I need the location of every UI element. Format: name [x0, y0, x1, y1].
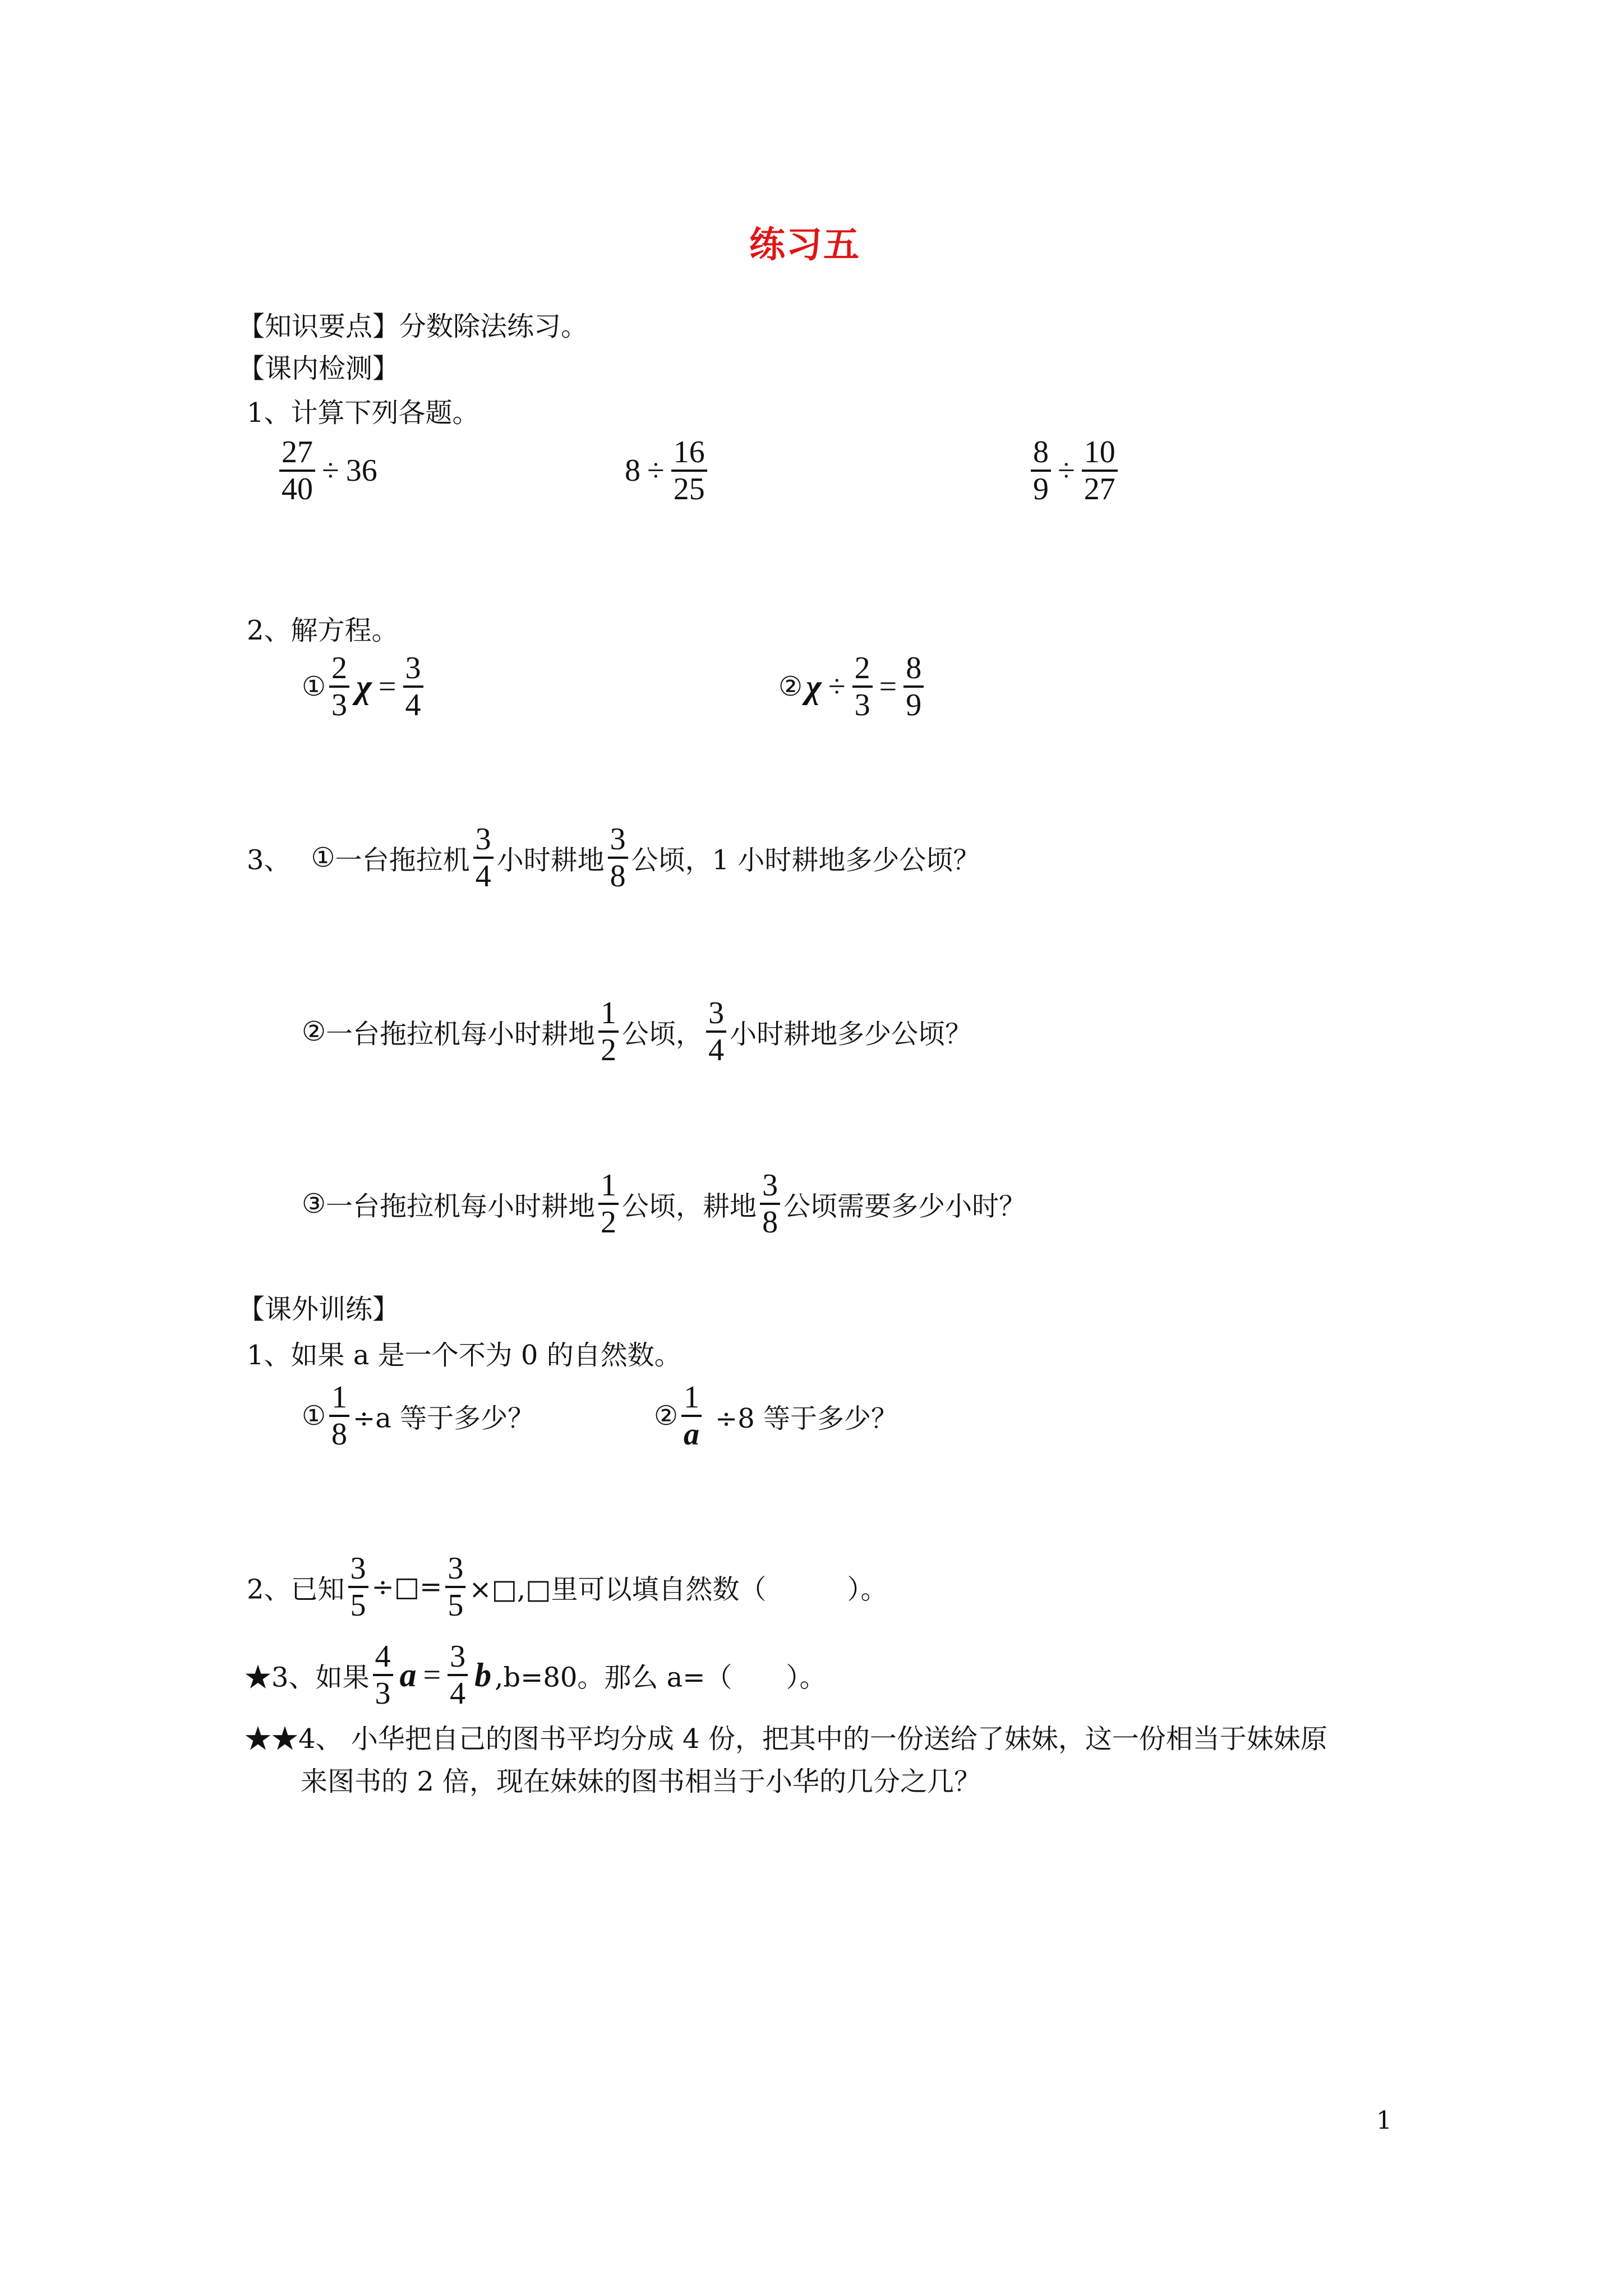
- fraction: [706, 996, 726, 1068]
- problem-text: 小时耕地: [496, 844, 605, 876]
- numerator: 2: [331, 651, 348, 685]
- problem-text: 一台拖拉机每小时耕地: [326, 1190, 596, 1222]
- fraction: [671, 435, 707, 507]
- item-marker: ②: [654, 1400, 679, 1432]
- numerator: 16: [673, 435, 705, 470]
- denominator: 8: [331, 1417, 348, 1452]
- numerator: 27: [282, 435, 313, 470]
- denominator: 5: [448, 1588, 464, 1623]
- e4-line2: 来图书的 2 倍，现在妹妹的图书相当于小华的几分之几？: [301, 1766, 981, 1797]
- e1b-expression: [654, 1380, 898, 1452]
- outclass-label: 【课外训练】: [238, 1294, 400, 1325]
- denominator: 8: [610, 859, 626, 894]
- problem-text: ×□,□里可以填自然数（ ）。: [469, 1573, 888, 1605]
- numerator: 3: [708, 996, 725, 1030]
- denominator: 3: [375, 1676, 391, 1711]
- numerator: 3: [448, 1551, 464, 1586]
- fraction: [279, 435, 315, 507]
- item-marker: ①: [311, 842, 335, 873]
- q2-heading: 2、解方程。: [247, 615, 399, 646]
- numerator: 1: [684, 1380, 700, 1415]
- operand: 8: [625, 453, 640, 488]
- numerator: 4: [375, 1639, 391, 1674]
- denominator: 27: [1083, 472, 1115, 507]
- fraction: [329, 651, 349, 723]
- problem-text: ÷8 等于多少？: [715, 1402, 898, 1434]
- item-marker: ②: [778, 671, 803, 702]
- equals-sign: =: [423, 1658, 441, 1692]
- fraction: [373, 1639, 393, 1711]
- q1a-expression: [276, 435, 381, 507]
- item-marker: ②: [302, 1016, 326, 1047]
- problem-text: 公顷，1 小时耕地多少公顷？: [631, 844, 980, 876]
- denominator: 4: [708, 1033, 725, 1068]
- q3b-problem: [302, 996, 972, 1068]
- denominator: 40: [282, 472, 313, 507]
- fraction: [403, 651, 423, 723]
- e2-problem: [247, 1551, 888, 1623]
- numerator: 1: [601, 996, 617, 1030]
- problem-text: 公顷，: [622, 1018, 703, 1050]
- operator: ÷: [1058, 453, 1075, 488]
- variable: b: [474, 1656, 492, 1694]
- problem-text: 2、已知: [247, 1573, 345, 1605]
- numerator: 3: [350, 1551, 366, 1586]
- numerator: 3: [405, 651, 421, 685]
- operator: ÷: [322, 453, 339, 488]
- numerator: 3: [762, 1168, 778, 1203]
- fraction: [903, 651, 924, 723]
- denominator: 9: [1033, 472, 1049, 507]
- numerator: 8: [1033, 435, 1049, 470]
- q3c-problem: [302, 1168, 1026, 1240]
- operand: 36: [345, 453, 377, 488]
- operator: ÷: [828, 669, 846, 704]
- problem-text: 公顷，耕地: [622, 1190, 757, 1222]
- fraction: [348, 1551, 368, 1623]
- numerator: 10: [1083, 435, 1115, 470]
- q1-heading: 1、计算下列各题。: [247, 397, 479, 429]
- equals-sign: =: [879, 669, 897, 704]
- question-number: 3、: [247, 844, 291, 876]
- denominator: 25: [673, 472, 705, 507]
- numerator: 3: [610, 822, 626, 857]
- fraction: [598, 1168, 619, 1240]
- problem-text: 小时耕地多少公顷？: [730, 1018, 972, 1050]
- denominator: 4: [405, 688, 421, 723]
- problem-text: 一台拖拉机: [335, 844, 470, 876]
- knowledge-text: 分数除法练习。: [399, 311, 588, 342]
- problem-text: ,b=80。那么 a=（ ）。: [495, 1662, 827, 1694]
- q3a-problem: [247, 822, 980, 894]
- variable: a: [399, 1656, 417, 1694]
- variable: χ: [356, 668, 372, 705]
- e1-heading: 1、如果 a 是一个不为 0 的自然数。: [247, 1340, 681, 1371]
- fraction: [1031, 435, 1051, 507]
- item-marker: ③: [302, 1188, 326, 1220]
- fraction: [448, 1639, 468, 1711]
- problem-text: 公顷需要多少小时？: [783, 1190, 1026, 1222]
- page-number: 1: [1376, 2106, 1392, 2135]
- operator: ÷: [647, 453, 665, 488]
- denominator: a: [684, 1417, 700, 1452]
- problem-text: ÷□=: [371, 1571, 442, 1603]
- q1c-expression: [1027, 435, 1121, 507]
- variable: χ: [806, 668, 822, 705]
- denominator: 2: [601, 1033, 617, 1068]
- inclass-label: 【课内检测】: [238, 353, 400, 384]
- numerator: 3: [450, 1639, 466, 1674]
- fraction: [681, 1380, 702, 1452]
- page-title: 练习五: [749, 224, 860, 266]
- q2b-equation: [778, 651, 927, 723]
- problem-text: 一台拖拉机每小时耕地: [326, 1018, 596, 1050]
- item-marker: ①: [302, 1400, 326, 1432]
- problem-text: ÷a 等于多少？: [353, 1402, 535, 1434]
- fraction: [760, 1168, 780, 1240]
- fraction: [473, 822, 494, 894]
- denominator: 3: [854, 688, 870, 723]
- numerator: 8: [906, 651, 922, 685]
- denominator: 2: [601, 1205, 617, 1240]
- denominator: 9: [906, 688, 922, 723]
- knowledge-points: [238, 310, 588, 343]
- q1b-expression: [621, 435, 711, 507]
- item-marker: ①: [302, 671, 326, 702]
- e4-line1: ★★4、 小华把自己的图书平均分成 4 份，把其中的一份送给了妹妹，这一份相当于妹妹原: [245, 1723, 1327, 1755]
- knowledge-label: 【知识要点】: [238, 311, 400, 342]
- fraction: [445, 1551, 465, 1623]
- denominator: 3: [331, 688, 348, 723]
- equals-sign: =: [378, 669, 396, 704]
- fraction: [1082, 435, 1118, 507]
- denominator: 4: [450, 1676, 466, 1711]
- fraction: [852, 651, 873, 723]
- denominator: 5: [350, 1588, 366, 1623]
- denominator: 4: [475, 859, 491, 894]
- numerator: 1: [601, 1168, 617, 1203]
- fraction: [608, 822, 628, 894]
- e1a-expression: [302, 1380, 534, 1452]
- q2a-equation: [302, 651, 427, 723]
- numerator: 3: [475, 822, 491, 857]
- e3-problem: [245, 1639, 827, 1711]
- numerator: 1: [331, 1380, 348, 1415]
- fraction: [598, 996, 619, 1068]
- fraction: [329, 1380, 349, 1452]
- denominator: 8: [762, 1205, 778, 1240]
- numerator: 2: [854, 651, 870, 685]
- problem-text: ★3、如果: [245, 1662, 370, 1694]
